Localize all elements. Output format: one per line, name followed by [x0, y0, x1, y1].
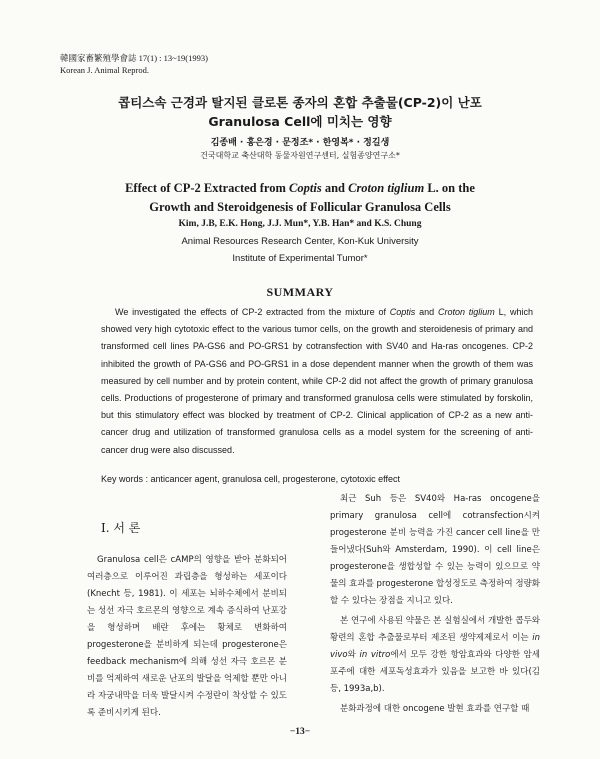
english-title	[0, 179, 600, 217]
english-authors: Kim, J.B, E.K. Hong, J.J. Mun*, Y.B. Han* and K.S. Chung	[178, 219, 422, 229]
summary-text: L, which showed very high cytotoxic effect to the various tumor cells, on the growth and steroidenesis of primary and transformed cell lines PA-GS6 and PO-GRS1 by cotransfection with SV40 and Ha-ras oncogenes. CP-2 inhibited the growth of PA-GS6 and PO-GRS1 in a dose dependent manner when the growth of them was measured by cell number and by protein content, while CP-2 did not affect the growth of primary granulosa cells. Productions of progesterone of primary and transformed granulosa cells were stimulated by forskolin, but this stimulatory effect was blocked by treatment of CP-2. Clinical application of CP-2 as a new anti-cancer drug and utilization of transformed granulosa cells as a model system for the screening of anti-cancer drug were also discussed.	[101, 307, 533, 455]
english-title-line2: Growth and Steroidgenesis of Follicular Granulosa Cells	[149, 200, 451, 214]
summary-text: and	[415, 307, 438, 317]
korean-institution: 건국대학교 축산대학 동물자원연구센터, 실험종양연구소*	[200, 151, 400, 160]
left-column	[87, 552, 287, 722]
summary-heading: SUMMARY	[266, 285, 334, 299]
summary-text: We investigated the effects of CP-2 extracted from the mixture of	[115, 307, 390, 317]
right-paragraph-2	[330, 613, 540, 698]
summary-body	[101, 304, 533, 459]
section-heading-introduction: Ⅰ. 서 론	[101, 521, 141, 535]
paragraph-text: 에서 모두 강한 항암효과와 다양한 암세포주에 대한 세포독성효과가 있음을 보고한 바 있다(김 등, 1993a,b).	[330, 650, 540, 694]
title-croton: Croton tiglium	[348, 181, 425, 195]
keywords: Key words : anticancer agent, granulosa cell, progesterone, cytotoxic effect	[101, 474, 400, 484]
right-paragraph-3: 분화과정에 대한 oncogene 발현 효과를 연구할 때	[340, 704, 530, 714]
paragraph-text: 본 연구에 사용된 약물은 본 실험실에서 개발한 콥두와 황련의 혼합 추출물로부터 제조된 생약제제로서 이는	[330, 616, 540, 643]
right-paragraph-1: 최근 Suh 등은 SV40와 Ha-ras oncogene을 primary granulosa cell에 cotransfection시켜 progesterone 분비 능력을 가진 cancer cell line을 만들어냈다(Suh와 Amsterdam, 1990). 이 cell line은 progesterone을 생합성할 수 있는 능력이 있으므로 약물의 효과를 progesterone 합성정도로 측정하여 정량화할 수 있다는 장점을 지니고 있다.	[330, 494, 540, 606]
title-text: L. on the	[424, 181, 475, 195]
english-institution-1: Animal Resources Research Center, Kon-Kuk University	[181, 236, 419, 247]
korean-title-line1: 콥티스속 근경과 탈지된 클로톤 종자의 혼합 추출물(CP-2)이 난포	[118, 95, 482, 110]
journal-citation: 韓國家畜繁殖學會誌 17(1) : 13~19(1993)	[60, 53, 208, 63]
right-column	[330, 491, 540, 718]
left-paragraph-1: Granulosa cell은 cAMP의 영향을 받아 분화되어 여러층으로 이루어진 과립층을 형성하는 세포이다(Knecht 등, 1981). 이 세포는 뇌하수체에서 분비되는 성선 자극 호르몬의 영향으로 계속 증식하여 난포강을 형성하며 배란 후에는 황체로 변화하여 progesterone을 분비하게 되는데 progesterone은 feedback mechanism에 의해 성선 자극 호르몬 분비를 억제하여 새로운 난포의 발달을 억제할 뿐만 아니라 자궁내막을 더욱 발달시켜 수정란이 착상할 수 있도록 준비시키게 된다.	[87, 555, 287, 718]
korean-title-line2: Granulosa Cell에 미치는 영향	[208, 114, 392, 129]
title-text: and	[321, 181, 349, 195]
journal-name-en: Korean J. Animal Reprod.	[60, 65, 149, 75]
summary-croton: Croton tiglium	[437, 307, 495, 317]
page-number: −13−	[289, 727, 311, 737]
in-vitro-term: in vitro	[359, 650, 391, 660]
title-coptis: Coptis	[289, 181, 322, 195]
english-institution-2: Institute of Experimental Tumor*	[232, 253, 368, 264]
korean-title	[0, 93, 600, 131]
title-text: Effect of CP-2 Extracted from	[125, 181, 290, 195]
korean-authors: 김종배 · 홍은경 · 문정조* · 한영복* · 정길생	[210, 138, 390, 148]
summary-coptis: Coptis	[389, 307, 416, 317]
in-vivo-term: in vivo	[330, 633, 540, 660]
english-title-line1	[0, 179, 600, 198]
journal-header	[60, 52, 208, 76]
paragraph-text: 와	[347, 650, 360, 660]
